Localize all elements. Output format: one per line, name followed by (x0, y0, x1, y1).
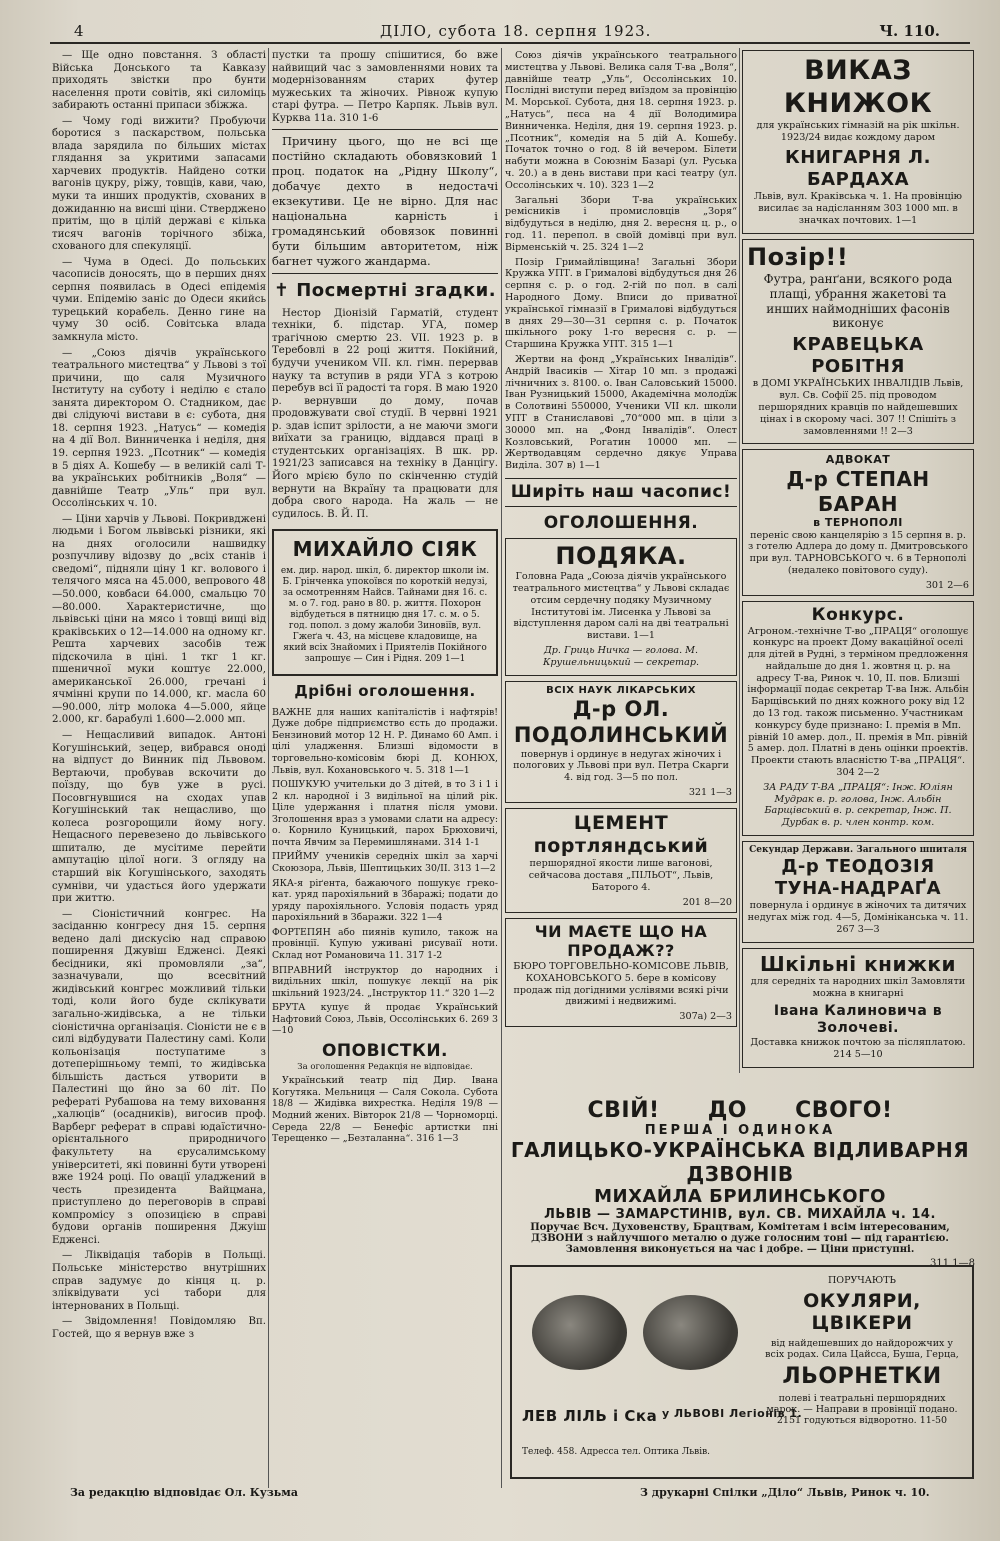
doctor2-position: Секундар Держави. Загального шпиталя (749, 845, 967, 856)
optics-phone: Телеф. 458. Адресса тел. Оптика Львів. (522, 1447, 711, 1457)
optics-title: ОКУЛЯРИ, ЦВІКЕРИ (803, 1290, 921, 1334)
tailor-address: в ДОМІ УКРАЇНСЬКИХ ІНВАЛІДІВ Львів, вул. Св. Софії 25. під проводом першорядних кравців по найдешевших цінах і в скорому часі. 307 !! Спішіть з замовленнями !! 2—3 (752, 378, 964, 437)
lawyer-label: АДВОКАТ (825, 453, 891, 467)
lens-icon (643, 1295, 738, 1370)
bell-slogan: СВІЙ! ДО СВОГО! (587, 1098, 893, 1123)
classifieds-heading: Дрібні оголошення. (294, 682, 476, 701)
news-item: — Чому годі вижити? Пробуючи боротися з паскарством, польська влада зарядила по більших містах глядання за укритими запасами харчевих продуктів. Найдено сотки вагонів цукру, ріжу, товщів, кави, чаю, муки та инших продуктів, схованих в дожиданню на висші ціни. Стверджено притім, що в цілій державі є кілька тисяч вагонів торічного збіжа, схованого для спекуляції. (52, 115, 266, 253)
theatre-notice: Український театр під Дир. Івана Когутяка. Мельниця — Саля Сокола. Субота 18/8 — Жидівка вихрестка. Неділя 19/8 — Модний жених. Вівторок 21/8 — Чорноморці. Середа 22/8 — Бенефіс артистки пні Терещенко — „Безталанна“. 316 1—3 (272, 1075, 498, 1145)
hrymailiv-notice: Позір Гримайлівщина! Загальні Збори Кружка УПТ. в Грималові відбудуться дня 26 серпня с. р. о год. 2-гій по пол. в салі Народного Дому. Вписи до приватної української гімназії в Грималові відбудуться в днях 29—30—31 серпня с. р. Початок шкільного року 1-го вересня с. р. — Старшина Кружка УПТ. 315 1—1 (505, 256, 737, 351)
optics-top: ПОРУЧАЮТЬ (828, 1275, 896, 1286)
contest-signatures: ЗА РАДУ Т-ВА „ПРАЦЯ“: Інж. Юліян Мудрак в. р. голова, Інж. Альбін Барщівський в. р. секретар, Інж. П. Дурбак в. р. член контр. ком. (763, 781, 953, 829)
bell-number: 311 1—8 (930, 1258, 975, 1269)
schoolbooks-title: Шкільні книжки (760, 951, 956, 976)
tailor-ad (742, 239, 974, 445)
death-notice (272, 529, 498, 676)
news-item: — Сіоністичний конгрес. На засіданню конгресу дня 15. серпня ведено далі дискусію над справою поширення Джувіш Едженсі. Деякі бесідники, які промовляли „за“, зазначували, що всесвітний жидівський конгрес можливий тільки тоді, коли його буде склікувати загально-жидівська, а не тільки сіоністична організація. Сіоністи не є в силі відбудувати Палестину самі. Коли кольонізація поступатиме з дотеперішньому темпі, то жидівська більшість дасться утворити в Палестині що йно за 60 літ. По рефераті Рубашова на тему виховання „халюців“ (осадників), вигосив проф. Варберг реферат в справі юдаїстично-орієнтального природничого факультету на єрусалимському університеті, які повинні бути утворені вже 1924 році. По овації уладжений в честь президента Вайцмана, приступлено до переговорів в справі компромісу з опозицією в справі будови органів поширення Джуіш Едженсі. (52, 908, 266, 1246)
cement-number: 201 8—20 (682, 896, 732, 908)
meeting-notice: Загальні Збори Т-ва українських ремісників і промисловців „Зоря“ відбудуться в неділю, дня 2. вересня ц. р., о год. 11. перепол. в своїй домівці при вул. Вірменській ч. 25. 324 1—2 (505, 194, 737, 253)
doctor-ad (505, 681, 737, 803)
footer-editor: За редакцію відповідає Ол. Кузьма (70, 1486, 298, 1499)
schoolbooks-ad (742, 948, 974, 1068)
news-item: — Чума в Одесі. До польських часописів доносять, що в перших днях серпня появилась в Одесі епідемія чуми. Епідемію заніс до Одеси якийсь турецький корабель. Денно гине на чуму 30 осіб. Совітська влада замкнула місто. (52, 256, 266, 344)
optics-ad (510, 1265, 974, 1479)
news-item: — Нещасливий випадок. Антоні Когушінський, зецер, вибрався оноді на відпуст до Винник під Львовом. Вертаючи, пробував вскочити до поїзду, що був уже в русі. Посовгнувшися на сходах упав Когушінський так нещасливо, що колеса розгорощили йому ногу. Нещасного перевезено до львівського шпиталю, де мусітиме перейти ампутацію цілої ноги. З огляду на старший вік Когушінського, заходять сумніви, чи удасться його удержати при життю. (52, 729, 266, 905)
books-text: для українських гімназій на рік шкільн. 1923/24 видає кождому даром (756, 120, 960, 144)
sell-title: ЧИ МАЄТЕ ЩО НА ПРОДАЖ?? (534, 921, 708, 961)
thanks-signatures: Др. Гриць Ничка — голова. М. Крушельницький — секретар. (542, 645, 700, 668)
doctor-number: 321 1—3 (688, 786, 732, 798)
bookstore-address: Львів, вул. Краківська ч. 1. На провінцію висилає за надісланням 303 1000 мп. в значках почтових. 1—1 (753, 191, 963, 226)
obituary-heading: ✝ Посмертні згадки. (273, 279, 497, 301)
lawyer-city: в ТЕРНОПОЛІ (813, 516, 903, 530)
sell-number: 307а) 2—3 (679, 1011, 732, 1023)
classified-item: ФОРТЕПЯН або пиянів купило, також на провінції. Купую уживані рисуваії ноти. Склад нот Романовича 11. 317 1-2 (272, 926, 498, 961)
doctor-name: Д-р ОЛ. ПОДОЛИНСЬКИЙ (513, 696, 729, 747)
contest-ad (742, 601, 974, 836)
theatre-union-notice: Союз діячів українського театрального мистецтва у Львові. Велика саля Т-ва „Воля“, давнійше театр „Уль“, Оссолінських 10. Послідні виступи перед виїздом за провінцію М. Морської. Субота, дня 18. серпня 1923. р. „Натусь“, пєса на 4 дії Володимира Винниченка. Неділя, дня 19. серпня 1923. р. „Псотник“, комедія на 5 дій А. Кошебу. Початок точно о год. 8 ій вечером. Білети набути можна в Союзнім Базарі (ул. Руська ч. 20.) а в день вистави при касі театру (ул. Оссолінських ч. 10). 323 1—2 (505, 50, 737, 191)
lens-icon (532, 1295, 627, 1370)
news-item: — Ціни харчів у Львові. Покривджені людьми і Богом львівські різники, які на днях оголосили нашвидку розпучливу відозву до „всіх станів і сведомі“, підняли ціну 1 кг. волового і телячого мяса на 45.000, вепрового 48—50.000, ковбаси 64.000, смальцю 70—80.000. Характеристичне, що львівські ціни на мясо і товщі вищі від краківських о 12—14.000 на одному кг. Решта харчевих засобів теж підскочила в ціні. 1 ткг 1 кг. пшеничної муки коштує 22.000, американської 26.000, гречані і ячмінні крупи по 14.000, кг. масла 60—90.000, літр молока 4—5.000, яйце 2.000, кг. барабулі 1.600—2.000 мп. (52, 513, 266, 726)
spread-paper-slogan: Ширіть наш часопис! (505, 478, 737, 507)
classifieds (272, 707, 498, 1037)
classified-item: ПОШУКУЮ учительки до 3 дітей, в то 3 і 1 і 2 кл. народної і 3 видільної на цілий рік. Ціле удержання і платня після умови. Зголошення враз з умовами слати на адресу: о. Корнило Куницький, парох Брюховичі, почта Явчим за Перемишлянами. 314 1-1 (272, 779, 498, 848)
fur-ad: пустки та прошу спішитися, бо вже найвищий час з замовленнями нових та модернізованням старих футер мужеських та жіночих. Рівнож купую старі футра. — Петро Карпяк. Львів вул. Курква 11а. 310 1-6 (272, 50, 498, 124)
cement-text: першорядної якости лише вагонові, сейчасова доставя „ПІЛЬОТ“, Львів, Баторого 4. (528, 858, 714, 894)
page-number: 4 (74, 22, 84, 40)
books-title: ВИКАЗ КНИЖОК (783, 55, 933, 120)
tailor-text: Футра, ранґани, всякого рода плащі, убрання жакетові та инших наймодніших фасонів виконує (763, 272, 953, 331)
bell-first: ПЕРША І ОДИНОКА (644, 1123, 836, 1138)
bell-text: Поручає Всч. Духовенству, Брацтвам, Комітетам і всім інтересованим, ДЗВОНИ з найлучшого металю о дуже голосним тоні — під гарантією. Замовлення виконується на час і добре. — Ціни приступні. (530, 1222, 950, 1255)
optics-text-2: полеві і театральні першорядних марок. — Направи в провінції подано. 2151 годуються відворотно. 11-50 (766, 1393, 958, 1426)
spectacles-illustration (524, 1295, 746, 1374)
classified-item: ВАЖНЕ для наших капіталістів і нафтярів! Дуже добре підприємство єсть до продажи. Бензиновий мотор 12 Н. Р. Динамо 60 Амп. і цілі уладження. Близші відомости в торговельно-комісовім бюрі Д. КОНЮХ, Львів, вул. Кохановського ч. 5. 318 1—1 (272, 706, 498, 776)
doctor-text: повернув і ординує в недугах жіночих і пологових у Львові при вул. Петра Скарги 4. від год. 3—5 по пол. (513, 748, 729, 784)
optics-brand: ЛЕВ ЛІЛЬ і Ска (522, 1407, 658, 1425)
sell-ad (505, 918, 737, 1027)
bell-title: ГАЛИЦЬКО-УКРАЇНСЬКА ВІДЛИВАРНЯ ДЗВОНІВ (510, 1138, 970, 1186)
notices-disclaimer: За оголошення Редакція не відповідає. (297, 1061, 473, 1072)
classified-item: ЯКА-я ріґента, бажаючого пошукує греко-кат. уряд парохіяльний в Збаражі; подати до уряду парохіяльного. Условія подасть уряд парохіяльний в Збаражи. 322 1—4 (272, 877, 498, 924)
doctor2-text: повернула і ординує в жіночих та дитячих недугах між год. 4—5, Домініканська ч. 11. 267 3—3 (747, 900, 969, 935)
optics-address: у ЛЬВОВІ Легіонів 1. (662, 1407, 803, 1420)
notices-heading: ОПОВІСТКИ. (321, 1040, 449, 1061)
doctor2-name: Д-р ТЕОДОЗІЯ ТУНА-НАДРАҐА (774, 856, 942, 900)
contest-text: Агроном.-технічне Т-во „ПРАЦЯ“ оголошує конкурс на проект Дому вакаційної оселі для дітей в Рудні, з терміном предложення найдальше до дня 1. жовтня ц. р. на адресу Т-ва, Ринок ч. 10, II. пов. Близші інформації подає секретар Т-ва Інж. Альбін Барщівський по днях кожного року від 12 до 13 год. також письменно. Участникам конкурсу буде признано: І. премія в Мп. рівній 10 амер. дол., II. премія в Мп. рівній 5 амер. дол. Платні в день оцінки проектів. Проекти стають власністю Т-ва „ПРАЦЯ“. 304 2—2 (747, 625, 969, 779)
column-3 (505, 50, 737, 1032)
tailor-lead: Позір!! (747, 242, 849, 271)
classified-item: БРУТА купує й продає Український Нафтовий Союз, Львів, Оссолінських 6. 269 3—10 (272, 1002, 498, 1037)
column-4 (742, 50, 974, 1073)
books-ad (742, 50, 974, 234)
doctor-specialty: ВСІХ НАУК ЛІКАРСЬКИХ (546, 684, 696, 696)
bell-foundry-ad (505, 1098, 975, 1269)
doctor2-ad (742, 841, 974, 943)
sell-text: БЮРО ТОРГОВЕЛЬНО-КОМІСОВЕ ЛЬВІВ, КОХАНОВСЬКОГО 5. бере в комісову продаж під догідними услівями всякі річи движимі і недвижимі. (513, 960, 729, 1008)
column-2 (272, 50, 498, 1148)
contest-title: Конкурс. (811, 604, 905, 625)
thanks-ad (505, 538, 737, 676)
news-item: — „Союз діячів українського театрального мистецтва“ у Львові з тої причини, що саля Музичного Інституту на суботу і неділю є стало занята директором О. Стадником, дає дві слідуючі вистави в є: субота, дня 18. серпня 1923. „Натусь“ — комедія на 4 дії Вол. Винниченка і неділя, дня 19. серпня 1923. „Псотник“ — комедія в 5 діях А. Кошебу — в великій салі Т-ва українських робітників „Воля“ — давнійше Театр „Уль“ при вул. Оссолінських ч. 10. (52, 347, 266, 510)
issue-number: Ч. 110. (879, 22, 940, 40)
bell-address: ЛЬВІВ — ЗАМАРСТИНІВ, вул. СВ. МИХАЙЛА ч. 14. (544, 1207, 936, 1222)
optics-title-2: ЛЬОРНЕТКИ (782, 1364, 942, 1389)
thanks-text: Головна Рада „Союза діячів українського театрального мистецтва“ у Львові складає отсим сердечну подяку Музичному Інститутові ім. Лисенка у Львові за відступлення даром салі на дві театральні вистави. 1—1 (512, 571, 730, 642)
bookstore-name: КНИГАРНЯ Л. БАРДАХА (785, 147, 931, 191)
school-tax-note: Причину цього, що не всі ще постійно складають обовязковий 1 проц. податок на „Рідну Школу“, добачує дехто в недостачі екзекутиви. Це не вірно. Для нас національна карність і громадянський обовязок повинні бути більшим авторитетом, ніж багнет чужого жандарма. (272, 134, 498, 268)
footer-printer: З друкарні Спілки „Діло“ Львів, Ринок ч. 10. (640, 1486, 930, 1499)
lawyer-number: 301 2—6 (925, 579, 969, 591)
lawyer-ad (742, 449, 974, 595)
death-notice-text: ем. дир. народ. шкіл, б. директор школи ім. Б. Грінченка упокоївся по короткій недузі, за осмотренням Найсв. Тайнами дня 16. с. м. о 7. год. рано в 80. р. життя. Похорон відбудеться в пятницю дня 17. с. м. о 5. год. попол. з дому жалоби Зиновіїв, вул. Гжеґа ч. 43, на місцеве кладовище, на який всіх Знайомих і Приятелів Покійного запрошує — Син і Рідня. 209 1—1 (280, 565, 490, 665)
classified-item: ПРИЙМУ учеників середніх шкіл за харчі Скоюзора, Львів, Шептицьких 30/II. 313 1—2 (272, 851, 498, 875)
masthead-title: ДІЛО, субота 18. серпня 1923. (380, 22, 652, 40)
cement-title: ЦЕМЕНТ портляндський (533, 811, 709, 858)
tailor-name: КРАВЕЦЬКА РОБІТНЯ (792, 334, 924, 378)
schoolbooks-text: для середніх та народних шкіл Замовляти можна в книгарні (750, 976, 966, 1000)
optics-text: від найдешевших до найдорожчих у всіх родах. Сила Цайсса, Буша, Герца, (765, 1338, 959, 1360)
schoolbooks-store: Івана Калиновича в Золочеві. (773, 1002, 943, 1037)
thanks-title: ПОДЯКА. (555, 541, 687, 570)
ads-heading: ОГОЛОШЕННЯ. (543, 512, 699, 533)
invalids-donations: Жертви на фонд „Українських Інвалідів“. Андрій Івасиків — Хітар 10 мп. з продажі лічничних з. 8100. о. Іван Саловський 15000. Іван Рузницький 15000, Академічна молодїж в Солотвині 550000, Ученики VII кл. школи УПТ в Станиславові „70“000 мп. в ціли з 30000 мп. на „Фонд Інвалідів“. Олест Козловський, Рогатин 10000 мп. — Жертводавцям сердечно дякує Управа Виділа. 307 в) 1—1 (505, 353, 737, 472)
obituary-text: Нестор Діонізій Гарматій, студент техніки, б. підстар. УГА, помер трагічною смертю 23. VII. 1923 р. в Теребовлі в 22 році життя. Покійний, будучи учеником VII. кл. гімн. перервав науку та вступив в ряди УГА з котрою перебув всі її радості та горя. В маю 1920 р. вернувши до дому, почав продовжувати свої студії. В червні 1921 р. здав іспит зрілости, а не маючи змоги виїхати за границю, віддався праці в студентських організаціях. В шк. рр. 1921/23 записався на техніку в Данцігу. Його мрією було по скінченню студій вернути на Вкраїну та працювати для добра свого народа. На жаль — не судилось. В. Й. П. (272, 307, 498, 520)
news-item: — Ліквідація таборів в Польщі. Польське міністерство внутрішних справ задумує до кінця ц. р. зліквідувати усі табори для інтернованих в Польщі. (52, 1250, 266, 1312)
news-item: — Ще одно повстання. З області Війська Донського та Кавказу приходять звістки про бунти населення проти совітів, які силоміць забирають останні припаси збіжжа. (52, 50, 266, 112)
cement-ad (505, 808, 737, 913)
optics-text-block (762, 1275, 962, 1426)
lawyer-name: Д-р СТЕПАН БАРАН (786, 466, 930, 516)
schoolbooks-delivery: Доставка книжок почтою за післяплатою. 214 5—10 (750, 1037, 966, 1061)
lawyer-text: переніс свою канцелярію з 15 серпня в. р. з готелю Адлера до дому п. Дмитровського при вул. ТАРНОВСЬКОГО ч. 6 в Тернополі (недалеко повітового суду). (748, 529, 968, 576)
death-notice-name: МИХАЙЛО СІЯК (292, 537, 478, 562)
masthead (50, 18, 970, 44)
column-news (52, 50, 266, 1344)
bell-owner: МИХАЙЛА БРИЛИНСЬКОГО (594, 1186, 886, 1207)
classified-item: ВПРАВНИЙ інструктор до народних і видільних шкіл, пошукує лекції на рік шкільний 1923/24. „Інструктор 11.“ 320 1—2 (272, 964, 498, 999)
news-item: — Звідомлення! Повідомляю Вп. Гостей, що я вернув вже з (52, 1316, 266, 1340)
